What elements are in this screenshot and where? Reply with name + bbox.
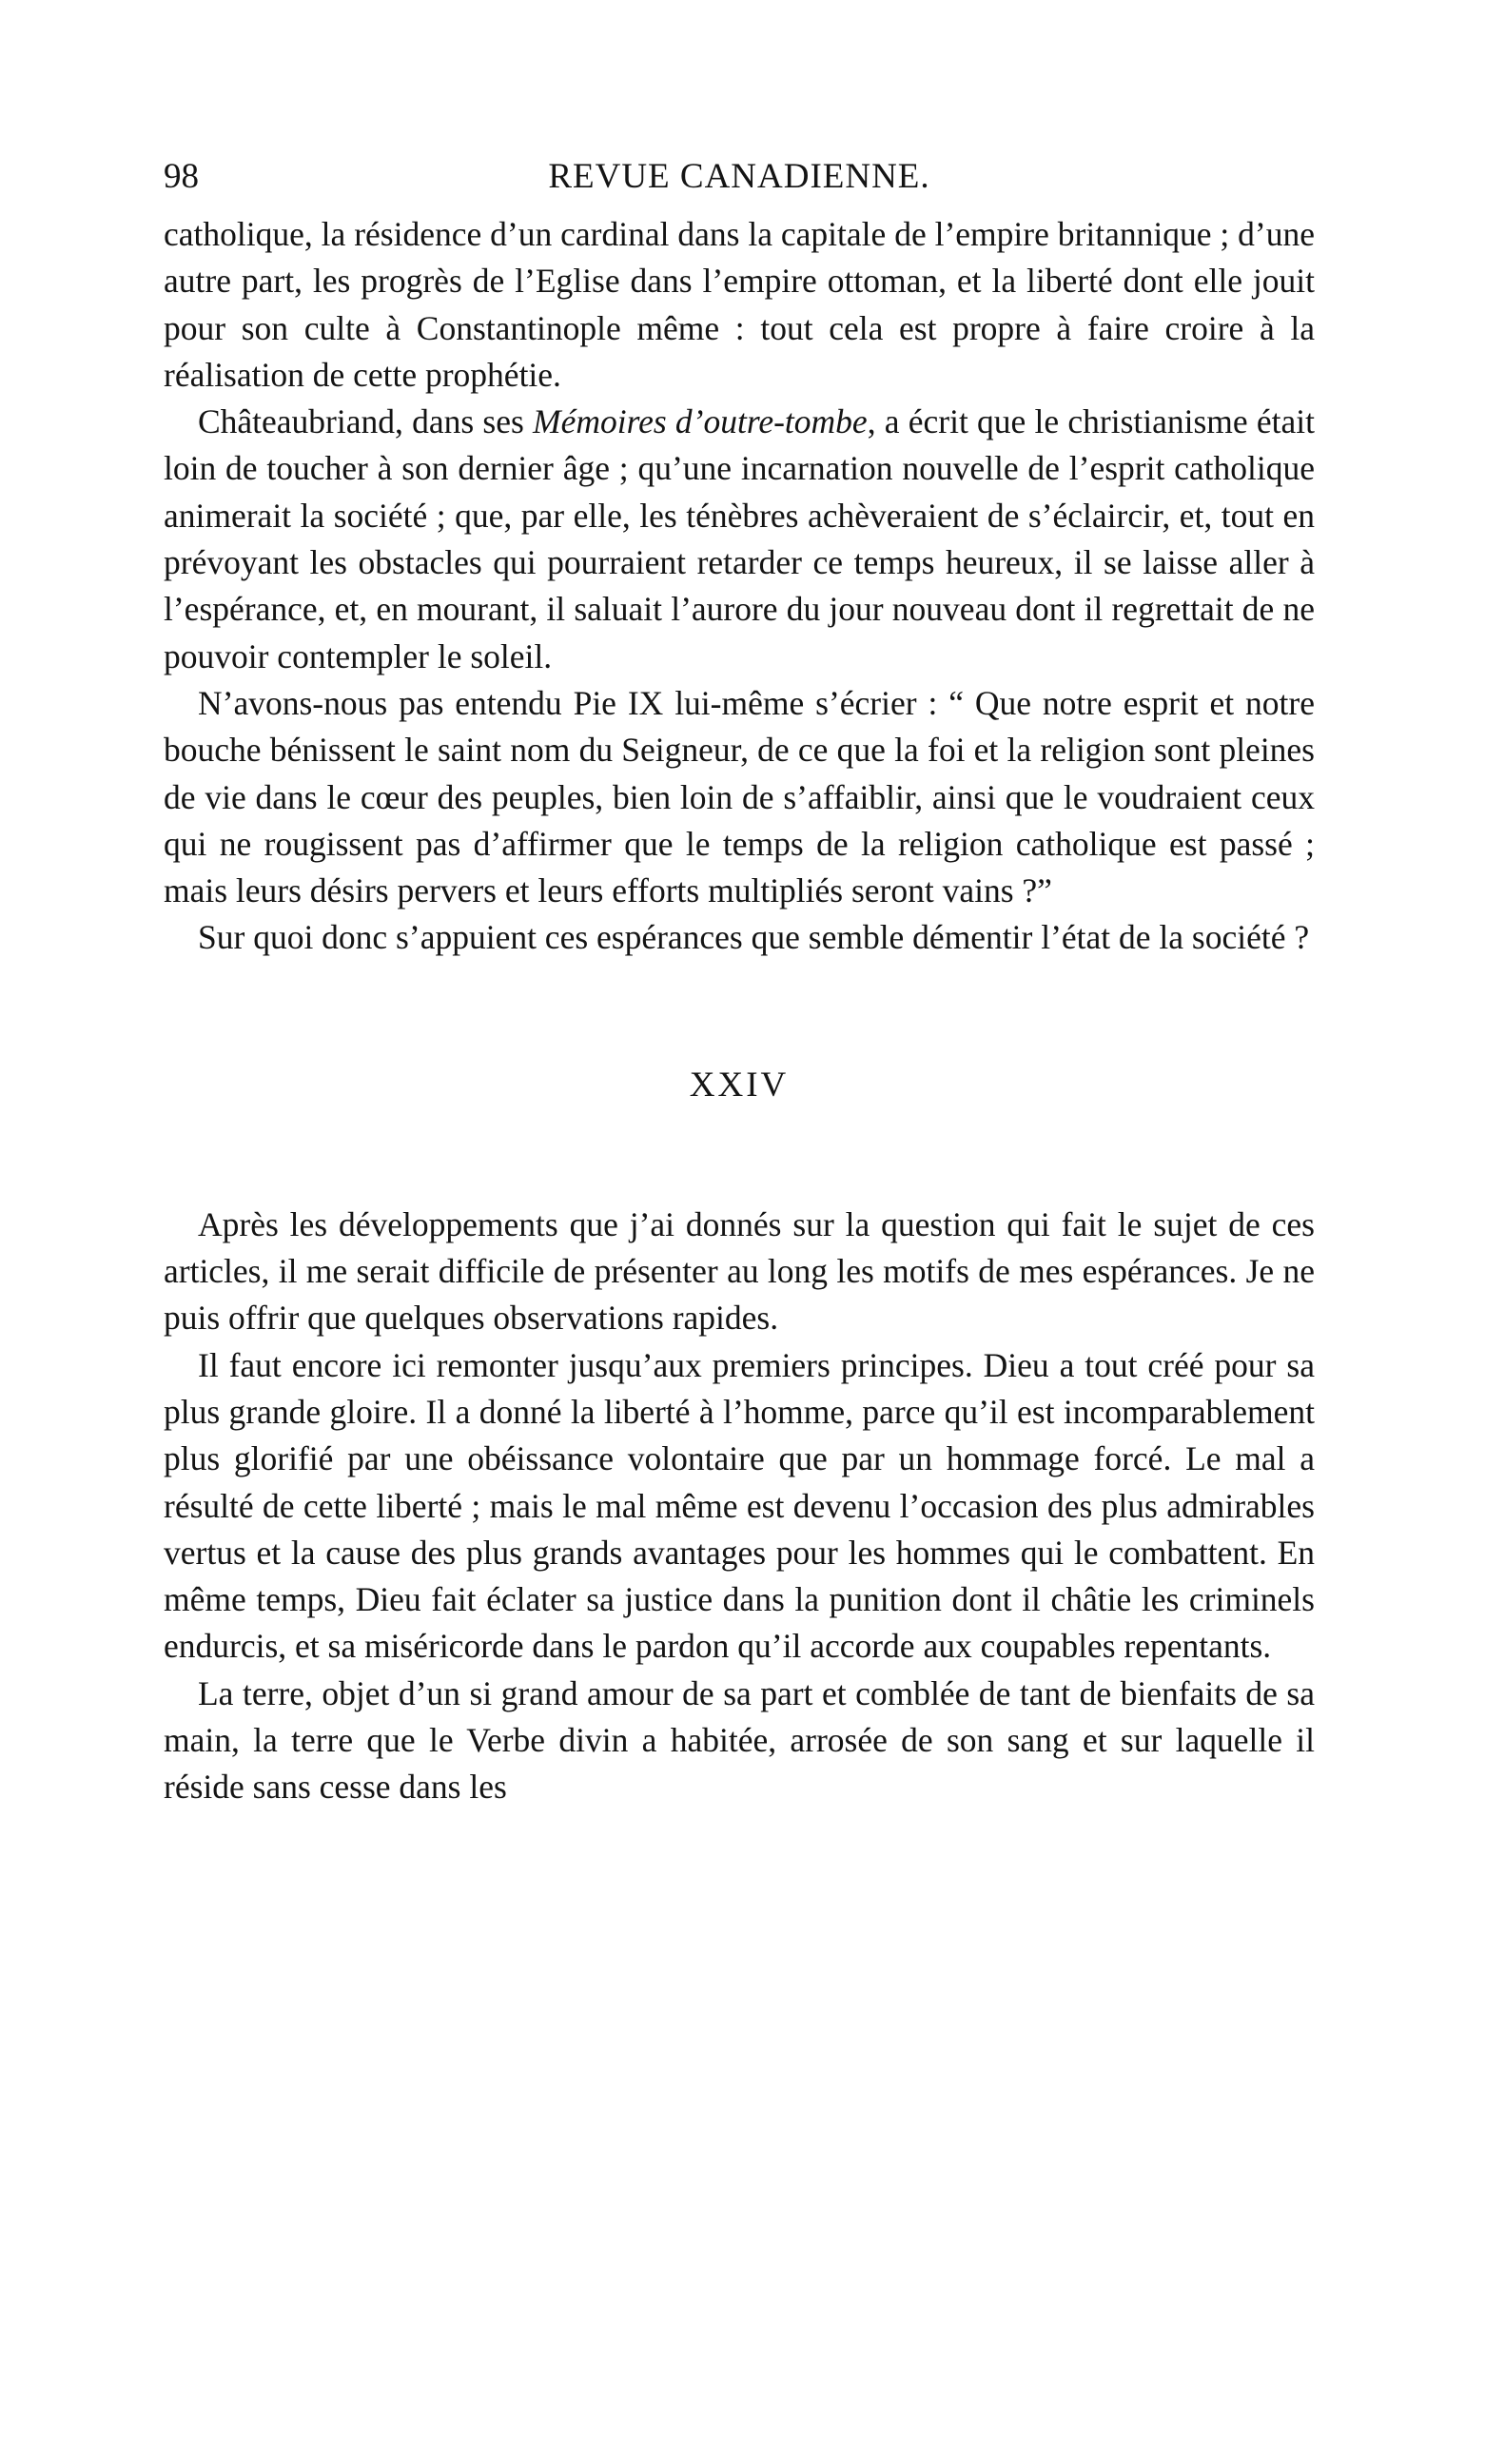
journal-title: REVUE CANADIENNE. xyxy=(548,157,930,196)
page-number: 98 xyxy=(164,157,199,196)
paragraph-text: Châteaubriand, dans ses xyxy=(198,402,534,441)
paragraph-continuation: catholique, la résidence d’un cardinal dans la capitale de l’empire britannique ; d’une autre part, les progrès de l’Eglise dans l’empire ottoman, et la liberté dont elle jouit pour son culte à Constantinople même : tout cela est propre à faire croire à la réalisation de cette prophétie. xyxy=(164,215,1315,394)
paragraph-terre: La terre, objet d’un si grand amour de sa part et comblée de tant de bienfaits de sa main, la terre que le Verbe divin a habitée, arrosée de son sang et sur laquelle il réside sans cesse dans les xyxy=(164,1673,1315,1807)
paragraph-chateaubriand xyxy=(164,399,1315,680)
section-heading: XXIV xyxy=(689,1065,790,1105)
running-head xyxy=(164,152,1315,202)
book-page xyxy=(164,152,1315,1811)
paragraph-text: , a écrit que le christianisme était loin de toucher à son dernier âge ; qu’une incarnation nouvelle de l’esprit catholique animerait la société ; que, par elle, les ténèbres achèveraient de s’éclaircir, et, tout en prévoyant les obstacles qui pourraient retarder ce temps heureux, il se laisse aller à l’espérance, et, en mourant, il saluait l’aurore du jour nouveau dont il regrettait de ne pouvoir contempler le soleil. xyxy=(164,402,1316,675)
paragraph-principes: Il faut encore ici remonter jusqu’aux premiers principes. Dieu a tout créé pour sa plus grande gloire. Il a donné la liberté à l’homme, parce qu’il est incomparablement plus glorifié par une obéissance volontaire que par un hommage forcé. Le mal a résulté de cette liberté ; mais le mal même est devenu l’occasion des plus admirables vertus et la cause des plus grands avantages pour les hommes qui le combattent. En même temps, Dieu fait éclater sa justice dans la punition dont il châtie les criminels endurcis, et sa miséricorde dans le pardon qu’il accorde aux coupables repentants. xyxy=(164,1345,1315,1666)
paragraph-developpements: Après les développements que j’ai donnés sur la question qui fait le sujet de ces articles, il me serait difficile de présenter au long les motifs de mes espérances. Je ne puis offrir que quelques observations rapides. xyxy=(164,1204,1315,1338)
body-text xyxy=(164,211,1315,1811)
book-title: Mémoires d’outre-tombe xyxy=(533,402,868,441)
paragraph-question: Sur quoi donc s’appuient ces espérances que semble démentir l’état de la société ? xyxy=(198,918,1310,957)
paragraph-pius-ix-quote: N’avons-nous pas entendu Pie IX lui-même s’écrier : “ Que notre esprit et notre bouche bénissent le saint nom du Seigneur, de ce que la foi et la religion sont pleines de vie dans le cœur des peuples, bien loin de s’affaiblir, ainsi que le voudraient ceux qui ne rougissent pas d’affirmer que le temps de la religion catholique est passé ; mais leurs désirs pervers et leurs efforts multipliés seront vains ?” xyxy=(164,683,1315,910)
